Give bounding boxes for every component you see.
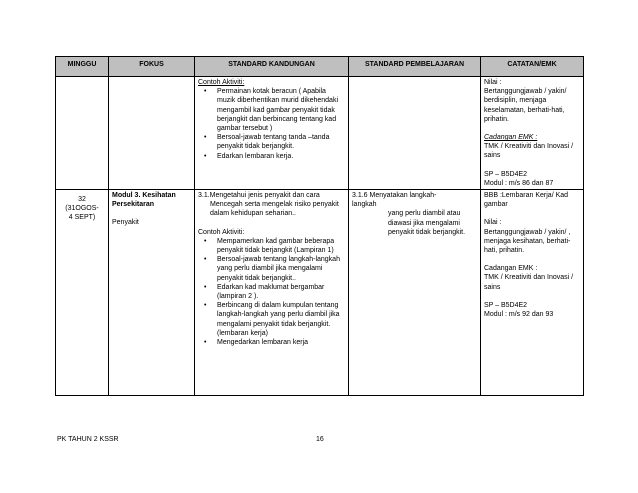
activity-title: Contoh Aktiviti: <box>198 79 245 86</box>
sp-code: SP – B5D4E2 <box>484 170 528 178</box>
content-standard: 3.1.Mengetahui jenis penyakit dan cara <box>198 192 320 200</box>
cell-minggu <box>56 77 109 190</box>
learning-standard: 3.1.6 Menyatakan langkah- <box>352 192 437 200</box>
header-catatan-emk: CATATAN/EMK <box>481 57 584 77</box>
emk-label: Cadangan EMK : <box>484 134 538 142</box>
nilai-text: Bertanggungjawab / yakin/ berdisiplin, menjaga keselamatan, berhati-hati, prihatin. <box>484 88 567 123</box>
cell-fokus <box>109 190 195 396</box>
emk-text: TMK / Kreativiti dan Inovasi / sains <box>484 274 574 291</box>
cell-standard-kandungan <box>195 190 349 396</box>
emk-text: TMK / Kreativiti dan Inovasi / sains <box>484 143 574 160</box>
sp-code: SP – B5D4E2 <box>484 301 528 309</box>
header-fokus: FOKUS <box>109 57 195 77</box>
footer-title: PK TAHUN 2 KSSR <box>57 436 119 443</box>
cell-standard-pembelajaran <box>349 190 481 396</box>
lesson-plan-table <box>55 56 584 396</box>
modul-pages: Modul : m/s 92 dan 93 <box>484 311 554 319</box>
bbb-text: BBB :Lembaran Kerja/ Kad gambar <box>484 192 569 209</box>
header-standard-pembelajaran: STANDARD PEMBELAJARAN <box>349 57 481 77</box>
week-date: 4 SEPT) <box>68 214 96 222</box>
emk-label: Cadangan EMK : <box>484 265 538 273</box>
list-item: • Berbincang di dalam kumpulan tentang langkah-langkah yang perlu diambil jika mengalami penyakit tidak berjangkit.(lembaran kerja) <box>217 301 345 338</box>
modul-pages: Modul : m/s 86 dan 87 <box>484 179 554 187</box>
list-item: • Permainan kotak beracun ( Apabila muzik diberhentikan murid dikehendaki mengambil kad gambar penyakit tidak berjangkit dan berbincang tentang kad gambar tersebut ) <box>217 87 345 133</box>
activity-list <box>198 237 345 347</box>
nilai-label: Nilai : <box>484 79 502 86</box>
cell-standard-kandungan <box>195 77 349 190</box>
cell-minggu <box>56 190 109 396</box>
list-item: • Edarkan lembaran kerja. <box>217 152 345 161</box>
header-minggu: MINGGU <box>56 57 109 77</box>
nilai-text: Bertanggungjawab / yakin/ , menjaga kesihatan, berhati-hati, prihatin. <box>484 228 571 255</box>
list-item: • Bersoal-jawab tentang tanda –tanda penyakit tidak berjangkit. <box>217 133 345 151</box>
list-item: • Mengedarkan lembaran kerja <box>217 338 345 347</box>
content-standard-cont: Mencegah serta mengelak risiko penyakit dalam kehidupan seharian.. <box>210 201 339 218</box>
cell-catatan <box>481 190 584 396</box>
table-row <box>56 77 584 190</box>
topic: Penyakit <box>112 219 139 227</box>
table-header-row <box>56 57 584 77</box>
header-standard-kandungan: STANDARD KANDUNGAN <box>195 57 349 77</box>
list-item: • Mempamerkan kad gambar beberapa penyakit tidak berjangkit (Lampiran 1) <box>217 237 345 255</box>
learning-standard-detail: yang perlu diambil atau diawasi jika mengalami penyakit tidak berjangkit. <box>388 210 466 236</box>
list-item: • Bersoal-jawab tentang langkah-langkah yang perlu diambil jika mengalami penyakit tidak berjangkit.. <box>217 255 345 283</box>
learning-standard-cont: langkah <box>352 201 377 209</box>
page-number: 16 <box>316 436 324 443</box>
list-item: • Edarkan kad maklumat bergambar (lampiran 2 ). <box>217 283 345 301</box>
week-date: (31OGOS- <box>65 205 99 213</box>
activity-title: Contoh Aktiviti: <box>198 228 245 236</box>
activity-list <box>198 87 345 161</box>
nilai-label: Nilai : <box>484 219 502 227</box>
cell-standard-pembelajaran <box>349 77 481 190</box>
module-title: Modul 3. Kesihatan Persekitaran <box>112 192 176 209</box>
week-number: 32 <box>78 196 86 204</box>
cell-fokus <box>109 77 195 190</box>
table-row <box>56 190 584 396</box>
cell-catatan <box>481 77 584 190</box>
